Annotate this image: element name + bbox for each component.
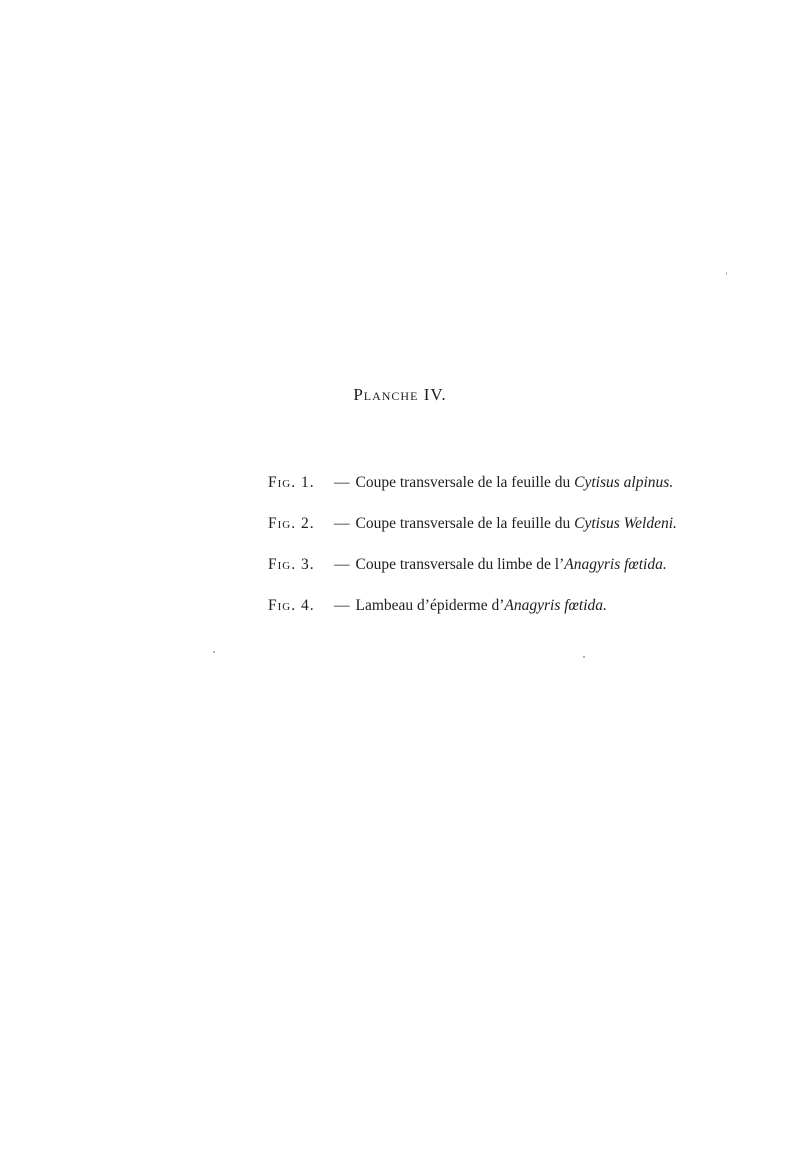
figure-label: Fig. 4. (268, 597, 315, 614)
species-name: Anagyris fœtida. (504, 597, 607, 614)
caption-dash: — (334, 597, 350, 614)
figure-label: Fig. 2. (268, 515, 315, 532)
caption-text: Coupe transversale de la feuille du (355, 474, 575, 491)
figure-caption-1 (268, 474, 673, 492)
figure-caption-3 (268, 556, 667, 574)
figure-label: Fig. 1. (268, 474, 315, 491)
caption-text: Coupe transversale de la feuille du (355, 515, 575, 532)
caption-dash: — (334, 474, 350, 491)
plate-title-numeral: IV. (423, 385, 447, 404)
figure-caption-4 (268, 597, 607, 615)
species-name: Cytisus alpinus. (574, 474, 674, 491)
paper-speck (726, 272, 727, 275)
paper-speck (583, 656, 585, 658)
paper-speck (213, 651, 215, 653)
caption-dash: — (334, 515, 350, 532)
plate-title (0, 385, 800, 405)
species-name: Anagyris fœtida. (564, 556, 667, 573)
figure-caption-2 (268, 515, 677, 533)
caption-dash: — (334, 556, 350, 573)
caption-text: Lambeau d’épiderme d’ (355, 597, 505, 614)
caption-text: Coupe transversale du limbe de l’ (355, 556, 565, 573)
figure-label: Fig. 3. (268, 556, 315, 573)
plate-title-word: Planche (353, 385, 419, 404)
species-name: Cytisus Weldeni. (574, 515, 677, 532)
